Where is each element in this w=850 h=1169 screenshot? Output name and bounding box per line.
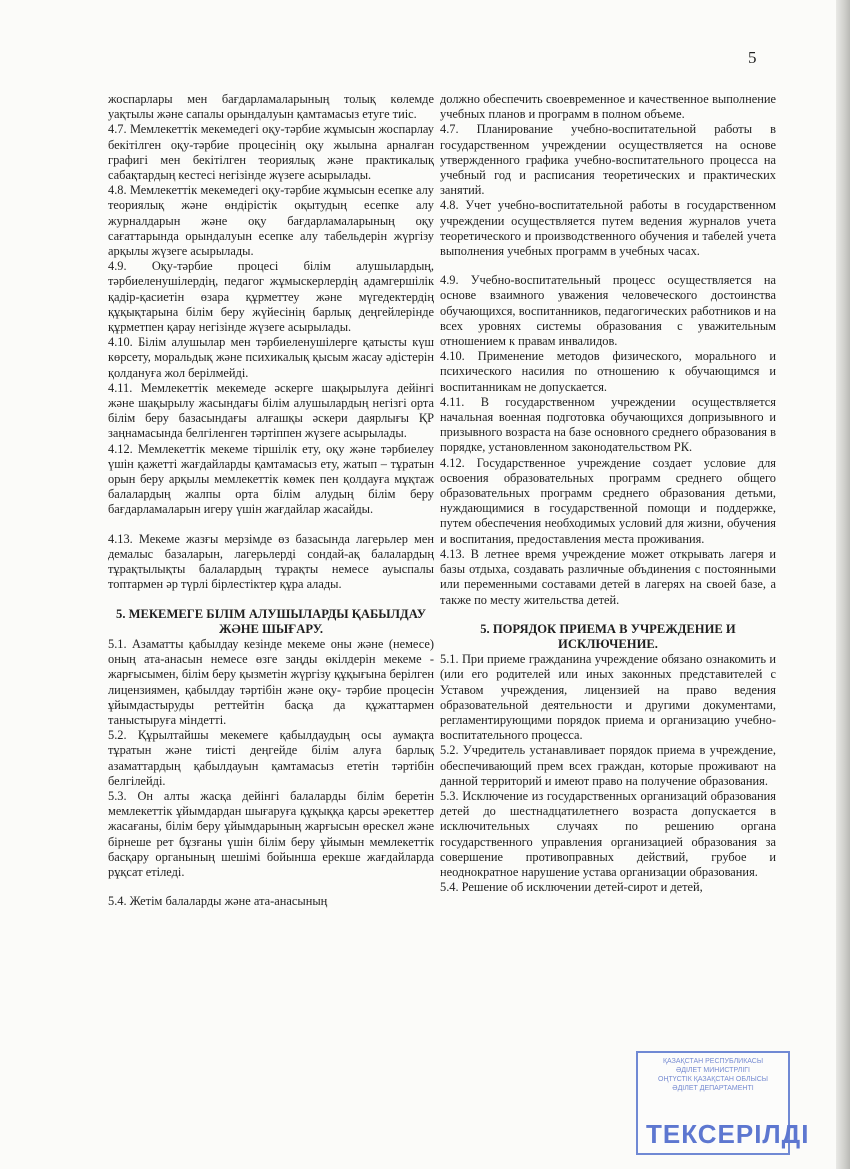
right-paragraph-5-1: 5.1. При приеме гражданина учреждение обязано ознакомить и (или его родителей или иных законных представителей с Уставом учреждения, лицензией на право ведения образовательной деятельности и другими документами, регламентирующими порядок приема и организацию учебно-воспитательного процесса. bbox=[440, 652, 776, 743]
verification-stamp bbox=[636, 1051, 810, 1155]
left-paragraph-continuation: жоспарлары мен бағдарламаларының толық көлемде уақтылы және сапалы орындалуын қамтамасыз етуге тиіс. bbox=[108, 92, 434, 122]
spacer bbox=[108, 518, 434, 532]
stamp-line: ОҢТҮСТІК ҚАЗАҚСТАН ОБЛЫСЫ bbox=[658, 1076, 768, 1083]
right-paragraph-5-2: 5.2. Учредитель устанавливает порядок приема в учреждение, обеспечивающий прем всех граждан, которые проживают на данной территорий и имеют право на получение образования. bbox=[440, 743, 776, 788]
left-paragraph-5-2: 5.2. Құрылтайшы мекемеге қабылдаудың осы аумақта тұратын және тиісті деңгейде білім алуға барлық азаматтардың қабылдауын қамтамасыз ететін тәртібін белгілейді. bbox=[108, 728, 434, 788]
left-paragraph-4-7: 4.7. Мемлекеттік мекемедегі оқу-тәрбие жұмысын жоспарлау бекітілген оқу-тәрбие процесінің оқу жылына арналған графигі мен бекітілген теориялық және практикалық сабақтардың кестесі негізінде жүзеге асырылады. bbox=[108, 122, 434, 183]
stamp-header bbox=[638, 1057, 788, 1093]
left-paragraph-5-4: 5.4. Жетім балаларды және ата-анасының bbox=[108, 894, 328, 909]
spacer bbox=[108, 593, 434, 607]
stamp-line: ӘДІЛЕТ ДЕПАРТАМЕНТІ bbox=[672, 1085, 754, 1092]
right-paragraph-4-9: 4.9. Учебно-воспитательный процесс осуществляется на основе взаимного уважения человеческого достоинства обучающихся, воспитанников, педагогических работников и на всех уровнях системы образования с уважительным отношением к правам инвалидов. bbox=[440, 273, 776, 349]
right-paragraph-4-12: 4.12. Государственное учреждение создает условие для освоения образовательных программ среднего общего образовательных программ среднего образования детьми, нуждающимися в государственной помощи и поддержке, путем обеспечения необходимых условий для жизни, обучения и воспитания, предоставления места проживания. bbox=[440, 455, 776, 546]
left-paragraph-4-13: 4.13. Мекеме жазғы мерзімде өз базасында лагерьлер мен демалыс базаларын, лагерьлерді сондай-ақ балалардың тұрақтылықты балалардың тұрақты немесе ауыспалы топтармен әр түрлі бірлестіктер құра алады. bbox=[108, 531, 434, 592]
stamp-verified-word: ТЕКСЕРІЛДІ bbox=[646, 1119, 810, 1149]
left-paragraph-4-11: 4.11. Мемлекеттік мекемеде әскерге шақырылуға дейінгі және шақырылу жасындағы білім алушылардың негізгі орта білім беру базасындағы алғашқы әскери даярлығы ҚР заңнамасында белгіленген тәртіппен жүзеге асырылады. bbox=[108, 380, 434, 441]
page-number: 5 bbox=[748, 48, 757, 67]
right-paragraph-4-13: 4.13. В летнее время учреждение может открывать лагеря и базы отдыха, создавать различные объдинения с постоянными или переменными составами детей в лагерях на своей базе, а также по месту жительства детей. bbox=[440, 546, 776, 607]
left-paragraph-5-1: 5.1. Азаматты қабылдау кезінде мекеме оны және (немесе) оның ата-анасын немесе өзге заңды өкілдерін мекеме - жарғысымен, білім беру қызметін жүргізу құқығына берілген лицензиямен, қабылдау тәртібін және оқу- тәрбие процесін ұйымдастыруды реттейтін басқа да құжаттармен таныстыруға міндетті. bbox=[108, 636, 434, 727]
left-paragraph-4-9: 4.9. Оқу-тәрбие процесі білім алушылардың, тәрбиеленушілердің, педагог жұмыскерлердің адамгершілік қадір-қасиетін өзара құрметтеу және мүгедектердің құқықтарына білім беру жүйесінің барлық деңгейлерінде құрметпен қарау негізінде жүзеге асырылады. bbox=[108, 259, 434, 335]
spacer bbox=[108, 880, 434, 894]
spacer bbox=[440, 259, 776, 273]
left-paragraph-4-8: 4.8. Мемлекеттік мекемедегі оқу-тәрбие жұмысын есепке алу теориялық және өндірістік оқытудың есепке алу журналдарын және оқу бағдарламаларының оқу сағаттарында орындалуын есепке алу табельдерін жүргізу арқылы жүзеге асырылады. bbox=[108, 183, 434, 259]
left-paragraph-5-3: 5.3. Он алты жасқа дейінгі балаларды білім беретін мемлекеттік ұйымдардан шығаруға құқыққа қарсы әрекеттер жасағаны, білім беру ұйымдарының жарғысын өрескел және бірнеше рет бұзғаны үшін білім беру ұйымын мемлекеттік басқару органының шешімі бойынша ерекше жағдайларда рұқсат етіледі. bbox=[108, 788, 434, 879]
right-column-russian bbox=[440, 92, 776, 895]
right-paragraph-5-4: 5.4. Решение об исключении детей-сирот и детей, bbox=[440, 880, 703, 895]
right-paragraph-4-11: 4.11. В государственном учреждении осуществляется начальная военная подготовка обучающихся допризывного и призывного возраста на базе основного среднего образования в порядке, установленном законодательством РК. bbox=[440, 394, 776, 455]
stamp-line: ӘДІЛЕТ МИНИСТРЛІГІ bbox=[675, 1067, 751, 1074]
stamp-line: ҚАЗАҚСТАН РЕСПУБЛИКАСЫ bbox=[662, 1058, 764, 1065]
spacer bbox=[440, 608, 776, 622]
right-paragraph-5-3: 5.3. Исключение из государственных организаций образования детей до шестнадцатилетнего возраста допускается в исключительных случаях по решению органа государственного управления организацией образования за совершение противоправных действий, грубое и неоднократное нарушение устава организации образования. bbox=[440, 788, 776, 879]
left-column-kazakh bbox=[108, 92, 434, 909]
left-paragraph-4-12: 4.12. Мемлекеттік мекеме тіршілік ету, оқу және тәрбиелеу үшін қажетті жағдайларды қамтамасыз ету, жатып – тұратын орын беру арқылы мемлекеттік көмек пен қолдауға мұқтаж балалардың жалпы орта білім алудың білім беру бағдарламаларын игеру үшін жағдайлар жасайды. bbox=[108, 441, 434, 517]
right-paragraph-4-7: 4.7. Планирование учебно-воспитательной работы в государственном учреждении осуществляется на основе утвержденного графика учебно-воспитательного процесса на учебный год и расписания теоретических и практических занятий. bbox=[440, 122, 776, 198]
left-paragraph-4-10: 4.10. Білім алушылар мен тәрбиеленушілерге қатысты күш көрсету, моральдық және психикалық қысым жасау әдістерін қолдануға жол берілмейді. bbox=[108, 335, 434, 380]
right-section-title: 5. ПОРЯДОК ПРИЕМА В УЧРЕЖДЕНИЕ И ИСКЛЮЧЕНИЕ. bbox=[480, 621, 736, 651]
right-paragraph-4-10: 4.10. Применение методов физического, морального и психического насилия по отношению к обучающимся и воспитанникам не допускается. bbox=[440, 349, 776, 394]
right-paragraph-continuation: должно обеспечить своевременное и качественное выполнение учебных планов и программ в полном объеме. bbox=[440, 92, 776, 122]
scan-edge bbox=[836, 0, 850, 1169]
right-paragraph-4-8: 4.8. Учет учебно-воспитательной работы в государственном учреждении осуществляется путем ведения журналов учета теоретического и производственного обучения и табелей учета выполнения учебных программ в учебных часах. bbox=[440, 198, 776, 259]
left-section-title: 5. МЕКЕМЕГЕ БІЛІМ АЛУШЫЛАРДЫ ҚАБЫЛДАУ ЖӘНЕ ШЫҒАРУ. bbox=[116, 606, 426, 636]
